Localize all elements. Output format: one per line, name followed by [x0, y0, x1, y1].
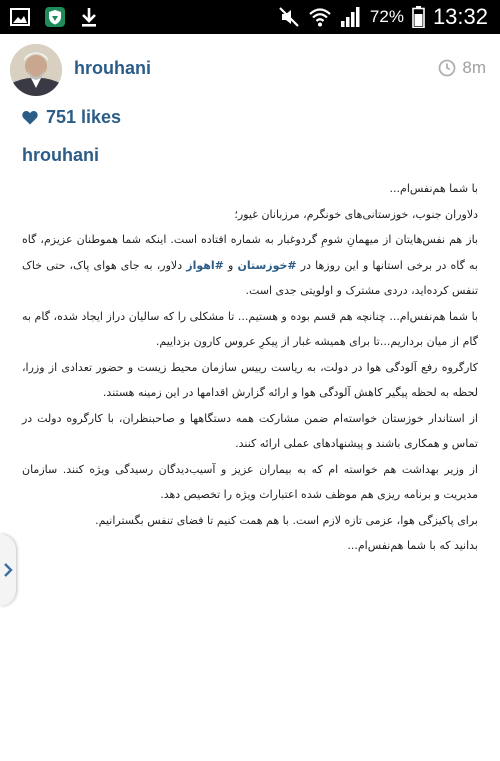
caption-paragraph: از استاندار خوزستان خواسته‌ام ضمن مشارکت همه دستگاهها و صاحبنظران، با کارگروه دولت در تماس و همکاری باشند و پیشنهادهای عملی ارائه کنند.	[22, 411, 478, 450]
shield-app-icon	[44, 6, 66, 28]
likes-count: 751 likes	[46, 106, 122, 127]
hashtag-ahvaz[interactable]: #اهواز	[186, 258, 224, 272]
battery-percentage: 72%	[369, 7, 404, 26]
chevron-right-icon	[3, 562, 13, 578]
side-panel-handle[interactable]	[0, 534, 16, 606]
caption-paragraph: برای پاکیزگی هوا، عزمی تازه لازم است. با هم همت کنیم تا فضای تنفس بگسترانیم.	[95, 513, 478, 527]
image-icon	[10, 7, 30, 27]
post-timestamp	[438, 58, 486, 78]
caption-paragraph: با شما هم‌نفس‌ام...	[389, 182, 478, 195]
hashtag-khuzestan[interactable]: #خوزستان	[237, 258, 297, 272]
caption-paragraph: از وزیر بهداشت هم خواسته ام که به بیماران عزیز و آسیب‌دیدگان رسیدگی ویژه کنند. سازمان مدیریت و برنامه ریزی هم موظف شده اعتبارات ویژه را تخصیص دهد.	[22, 462, 478, 501]
signal-icon	[340, 6, 362, 28]
heart-icon	[22, 110, 38, 125]
wifi-icon	[308, 6, 332, 28]
post-header	[0, 34, 500, 104]
clock: 13:32	[432, 4, 488, 29]
caption-paragraph: کارگروه رفع آلودگی هوا در دولت، به ریاست رییس سازمان محیط زیست و حضور تعدادی از وزرا، لحظه به لحظه پیگیر کاهش آلودگی هوا و ارائه گزارش اقدامها در این زمینه هستند.	[22, 360, 478, 399]
system-icons	[270, 0, 488, 34]
caption-text-span: و	[223, 258, 238, 272]
download-icon	[80, 6, 98, 28]
battery-icon	[412, 6, 425, 28]
clock-icon	[438, 59, 456, 77]
caption-paragraph	[22, 227, 478, 304]
caption-text-span: باز هم نفس‌هایتان از میهمانِ شومِ گردوغبار به شماره افتاده است. اینکه شما هموطنان عزیزم، گاه به گاه در برخی استانها و این روزها در	[22, 233, 478, 272]
caption-paragraph: بدانید که با شما هم‌نفس‌ام...	[347, 539, 478, 552]
notification-icons	[10, 4, 112, 30]
caption-paragraph: دلاوران جنوب، خوزستانی‌های خونگرم، مرزبانان غیور؛	[234, 207, 478, 221]
time-ago: 8m	[462, 58, 486, 77]
caption-username[interactable]: hrouhani	[22, 145, 99, 165]
post-username[interactable]: hrouhani	[74, 58, 151, 78]
caption-text	[22, 176, 478, 559]
mute-icon	[278, 6, 300, 28]
caption-paragraph: با شما هم‌نفس‌ام... چنانچه هم قسم بوده و هستیم... تا مشکلی را که سالیان دراز ایجاد شده، گام به گام از میان برداریم...تا برای همیشه غبار از پیکرِ عروس کارون بزداییم.	[22, 309, 478, 348]
likes-row[interactable]	[22, 104, 121, 130]
caption-text-span: دلاور، به جای هوای پاک، حتی خاک تنفس کرده‌اید، دردی مشترک و اولویتی جدی است.	[22, 258, 478, 297]
status-bar	[0, 0, 500, 34]
avatar[interactable]	[10, 44, 62, 96]
